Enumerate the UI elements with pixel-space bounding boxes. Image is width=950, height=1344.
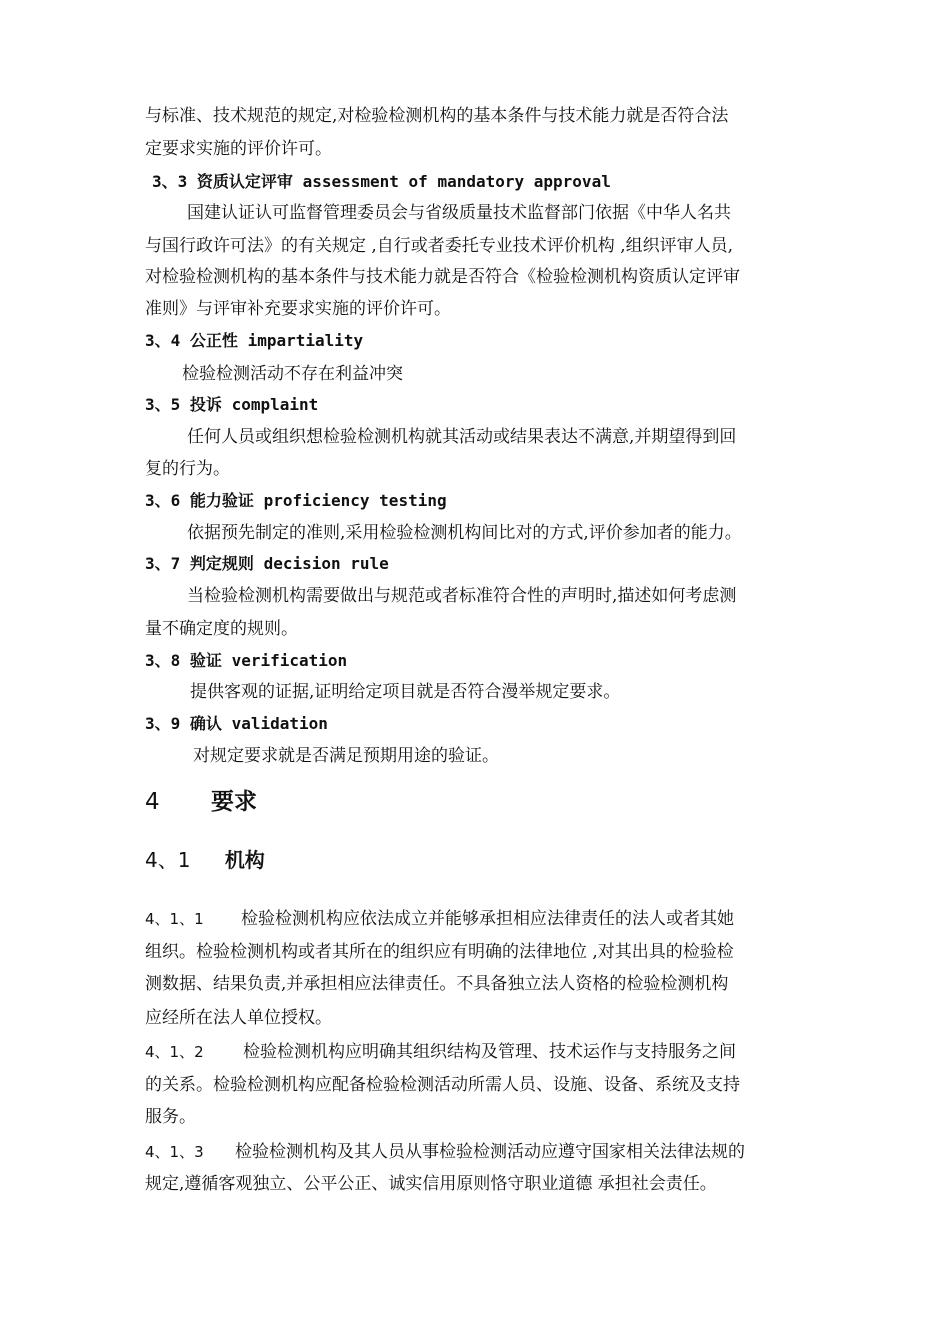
paragraph-line: 对规定要求就是否满足预期用途的验证。: [193, 746, 499, 766]
section-heading-3-6: [145, 490, 447, 512]
paragraph-line: 服务。: [145, 1107, 196, 1127]
clause-4-1-1: [145, 907, 734, 931]
paragraph-line: 与国行政许可法》的有关规定 ,自行或者委托专业技术评价机构 ,组织评审人员,: [145, 236, 734, 256]
chapter-title: 要求: [210, 789, 257, 815]
paragraph-line: 复的行为。: [145, 459, 230, 479]
paragraph-line: 规定,遵循客观独立、公平公正、诚实信用原则恪守职业道德 承担社会责任。: [145, 1174, 717, 1194]
section-title-zh: 能力验证: [189, 491, 254, 510]
paragraph-line: 量不确定度的规则。: [145, 619, 298, 639]
section-number: 3、3: [152, 172, 188, 191]
paragraph-line: 的关系。检验检测机构应配备检验检测活动所需人员、设施、设备、系统及支持: [145, 1075, 740, 1095]
section-heading-3-3: [152, 171, 611, 193]
section-title-en: proficiency testing: [263, 491, 447, 510]
chapter-number: 4: [145, 789, 160, 815]
section-title-zh: 确认: [189, 714, 222, 733]
paragraph-line: 当检验检测机构需要做出与规范或者标准符合性的声明时,描述如何考虑测: [187, 586, 737, 606]
section-heading-3-8: [145, 650, 347, 672]
section-title-zh: 资质认定评审: [196, 172, 293, 191]
section-title-en: assessment of mandatory approval: [302, 172, 611, 191]
section-title-en: complaint: [231, 395, 319, 414]
paragraph-line: 测数据、结果负责,并承担相应法律责任。不具备独立法人资格的检验检测机构: [145, 974, 729, 994]
paragraph-line: 应经所在法人单位授权。: [145, 1008, 332, 1028]
section-title-zh: 验证: [189, 651, 222, 670]
section-heading-3-7: [145, 553, 389, 575]
section-number: 3、4: [145, 331, 181, 350]
section-title-zh: 投诉: [189, 395, 222, 414]
paragraph-line: 定要求实施的评价许可。: [145, 139, 332, 159]
section-title-zh: 判定规则: [189, 554, 254, 573]
clause-text: 检验检测机构及其人员从事检验检测活动应遵守国家相关法律法规的: [235, 1142, 746, 1162]
paragraph-line: 与标准、技术规范的规定,对检验检测机构的基本条件与技术能力就是否符合法: [145, 106, 729, 126]
paragraph-line: 国建认证认可监督管理委员会与省级质量技术监督部门依据《中华人名共: [187, 203, 731, 223]
paragraph-line: 准则》与评审补充要求实施的评价许可。: [145, 299, 451, 319]
section-number: 3、9: [145, 714, 181, 733]
section-title-en: validation: [231, 714, 328, 733]
paragraph-line: 对检验检测机构的基本条件与技术能力就是否符合《检验检测机构资质认定评审: [145, 267, 740, 287]
section-number: 3、7: [145, 554, 181, 573]
clause-text: 检验检测机构应依法成立并能够承担相应法律责任的法人或者其她: [241, 909, 735, 929]
section-title: 机构: [224, 848, 265, 872]
section-number: 3、6: [145, 491, 181, 510]
section-title-en: impartiality: [247, 331, 364, 350]
paragraph-line: 提供客观的证据,证明给定项目就是否符合漫举规定要求。: [190, 682, 621, 702]
section-number: 3、5: [145, 395, 181, 414]
paragraph-line: 依据预先制定的准则,采用检验检测机构间比对的方式,评价参加者的能力。: [187, 523, 742, 543]
section-heading-4-1: [145, 847, 265, 873]
paragraph-line: 检验检测活动不存在利益冲突: [182, 364, 403, 384]
paragraph-line: 任何人员或组织想检验检测机构就其活动或结果表达不满意,并期望得到回: [187, 427, 737, 447]
paragraph-line: 组织。检验检测机构或者其所在的组织应有明确的法律地位 ,对其出具的检验检: [145, 942, 734, 962]
clause-4-1-2: [145, 1040, 736, 1064]
section-heading-3-4: [145, 330, 363, 352]
section-number: 3、8: [145, 651, 181, 670]
section-title-en: verification: [231, 651, 348, 670]
clause-number: 4、1、2: [145, 1043, 204, 1061]
chapter-heading-4: [145, 787, 257, 817]
section-title-zh: 公正性: [189, 331, 238, 350]
clause-number: 4、1、3: [145, 1143, 204, 1161]
clause-text: 检验检测机构应明确其组织结构及管理、技术运作与支持服务之间: [243, 1042, 737, 1062]
section-heading-3-5: [145, 394, 318, 416]
section-number: 4、1: [145, 848, 191, 872]
clause-number: 4、1、1: [145, 910, 204, 928]
section-heading-3-9: [145, 713, 328, 735]
clause-4-1-3: [145, 1140, 745, 1164]
section-title-en: decision rule: [263, 554, 389, 573]
